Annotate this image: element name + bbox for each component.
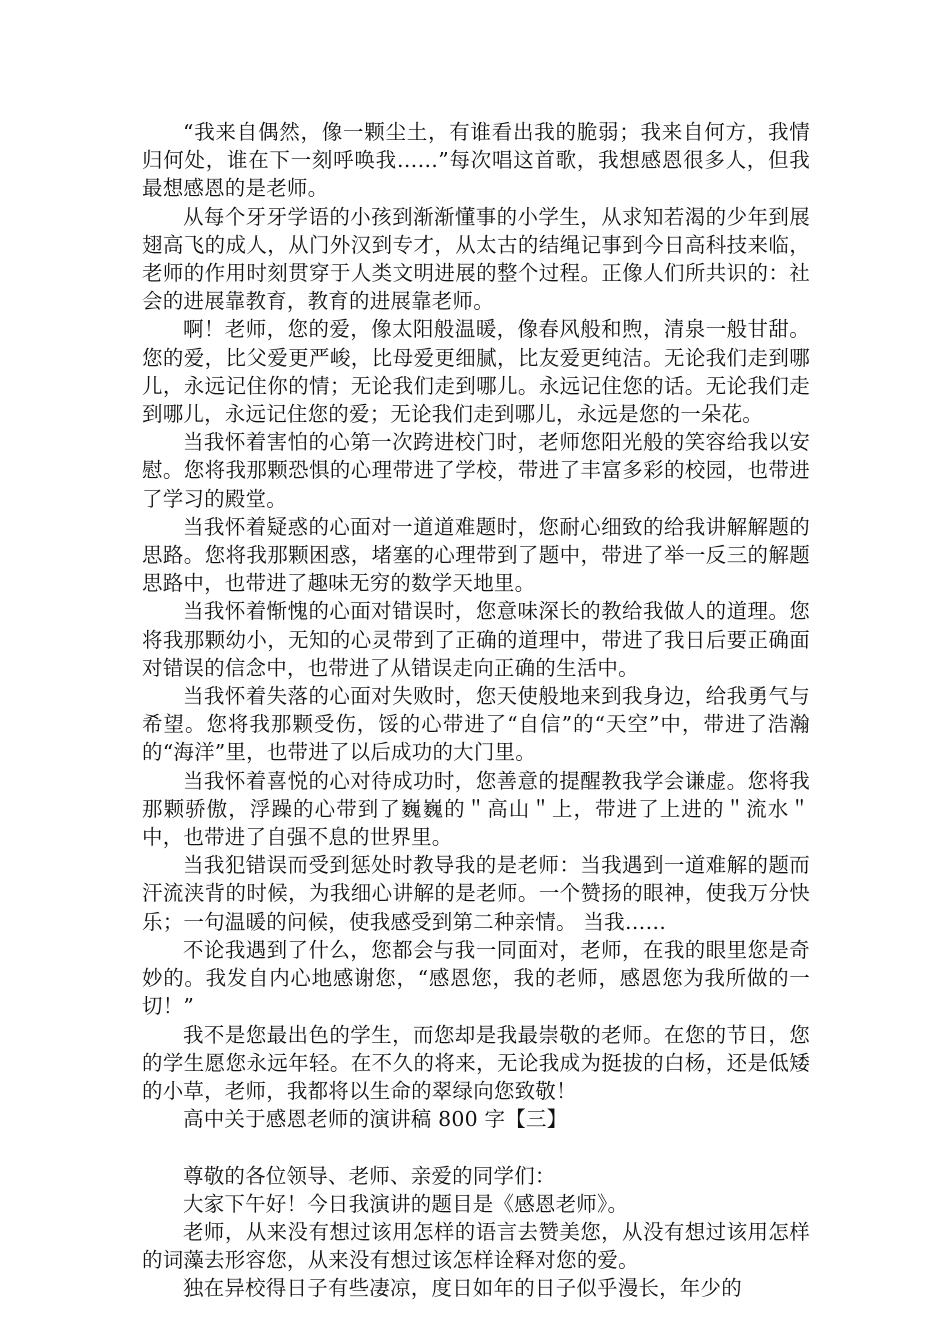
blank-line — [142, 1133, 810, 1161]
paragraph: 啊！老师，您的爱，像太阳般温暖，像春风般和煦，清泉一般甘甜。您的爱，比父爱更严峻，比母爱更细腻，比友爱更纯洁。无论我们走到哪儿，永远记住你的情；无论我们走到哪儿。永远记住您的话。无论我们走到哪儿，永远记住您的爱；无论我们走到哪儿，永远是您的一朵花。 — [142, 317, 810, 427]
paragraph: 老师，从来没有想过该用怎样的语言去赞美您，从没有想过该用怎样的词藻去形容您，从来没有想过该怎样诠释对您的爱。 — [142, 1219, 810, 1273]
salutation: 尊敬的各位领导、老师、亲爱的同学们： — [183, 1163, 556, 1188]
paragraph: 独在异校得日子有些凄凉，度日如年的日子似乎漫长，年少的 — [183, 1276, 742, 1301]
paragraph: 大家下午好！今日我演讲的题目是《感恩老师》。 — [183, 1191, 629, 1216]
paragraph: 当我怀着失落的心面对失败时，您天使般地来到我身边，给我勇气与希望。您将我那颗受伤，馁的心带进了“自信”的“天空”中，带进了浩瀚的“海洋”里，也带进了以后成功的大门里。 — [142, 684, 810, 765]
paragraph: 当我怀着惭愧的心面对错误时，您意味深长的教给我做人的道理。您将我那颗幼小，无知的心灵带到了正确的道理中，带进了我日后要正确面对错误的信念中，也带进了从错误走向正确的生活中。 — [142, 599, 810, 680]
document-body — [142, 118, 810, 1303]
paragraph: 从每个牙牙学语的小孩到渐渐懂事的小学生，从求知若渴的少年到展翅高飞的成人，从门外汉到专才，从太古的结绳记事到今日高科技来临，老师的作用时刻贯穿于人类文明进展的整个过程。正像人们所共识的：社会的进展靠教育，教育的进展靠老师。 — [142, 204, 810, 314]
paragraph: 我不是您最出色的学生，而您却是我最崇敬的老师。在您的节日，您的学生愿您永远年轻。在不久的将来，无论我成为挺拔的白杨，还是低矮的小草，老师，我都将以生命的翠绿向您致敬！ — [142, 1022, 810, 1103]
paragraph: 当我怀着害怕的心第一次跨进校门时，老师您阳光般的笑容给我以安慰。您将我那颗恐惧的心理带进了学校，带进了丰富多彩的校园，也带进了学习的殿堂。 — [142, 430, 810, 511]
paragraph: 当我怀着喜悦的心对待成功时，您善意的提醒教我学会谦虚。您将我那颗骄傲，浮躁的心带到了巍巍的＂高山＂上，带进了上进的＂流水＂中，也带进了自强不息的世界里。 — [142, 768, 810, 850]
paragraph: 不论我遇到了什么，您都会与我一同面对，老师，在我的眼里您是奇妙的。我发自内心地感谢您，“感恩您，我的老师，感恩您为我所做的一切！” — [142, 937, 810, 1019]
paragraph: 当我犯错误而受到惩处时教导我的是老师：当我遇到一道难解的题而汗流浃背的时候，为我细心讲解的是老师。一个赞扬的眼神，使我万分快乐；一句温暖的问候，使我感受到第二种亲情。 当我…… — [142, 853, 810, 934]
paragraph: “我来自偶然，像一颗尘土，有谁看出我的脆弱；我来自何方，我情归何处，谁在下一刻呼唤我……”每次唱这首歌，我想感恩很多人，但我最想感恩的是老师。 — [142, 120, 810, 201]
paragraph: 当我怀着疑惑的心面对一道道难题时，您耐心细致的给我讲解解题的思路。您将我那颗困惑，堵塞的心理带到了题中，带进了举一反三的解题思路中，也带进了趣味无穷的数学天地里。 — [142, 514, 810, 596]
section-heading: 高中关于感恩老师的演讲稿 800 字【三】 — [183, 1107, 568, 1132]
